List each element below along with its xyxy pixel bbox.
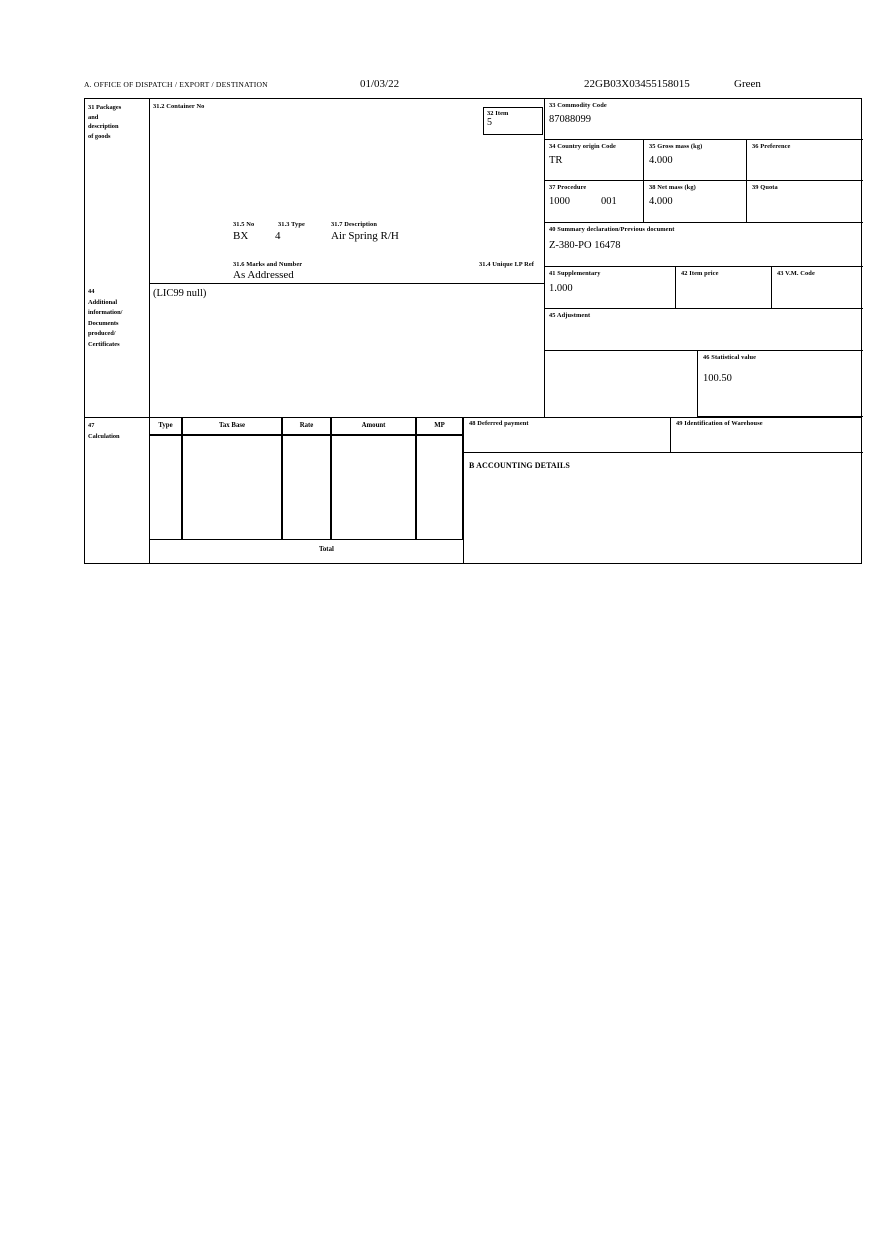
box-35-label: 35 Gross mass (kg) [649, 143, 703, 150]
box-44-label-line-4: Documents [88, 319, 119, 327]
header-lane-status: Green [734, 78, 761, 90]
box-47-label-line-1: 47 [88, 422, 95, 429]
box-37-value-1: 1000 [549, 196, 570, 207]
box-49-label: 49 Identification of Warehouse [676, 420, 763, 427]
box-44-label [85, 283, 149, 417]
box-38-label: 38 Net mass (kg) [649, 184, 696, 191]
box-41-value: 1.000 [549, 283, 573, 294]
box-34-country-origin-code [544, 140, 644, 181]
box-42-item-price [676, 267, 772, 309]
box-31-label-line-2: and [88, 113, 99, 121]
box-49-identification-of-warehouse [671, 417, 863, 453]
box-34-value: TR [549, 155, 563, 166]
box-47-col-amount-label: Amount [361, 422, 386, 429]
box-44-label-line-1: 44 [88, 288, 95, 295]
header-declaration-reference: 22GB03X03455158015 [584, 78, 690, 90]
box-39-quota [747, 181, 863, 223]
box-38-net-mass [644, 181, 747, 223]
box-46-label: 46 Statistical value [703, 354, 757, 361]
box-44-label-line-5: produced/ [88, 330, 116, 337]
box-32-label: 32 Item [487, 110, 509, 117]
box-46-statistical-value [697, 351, 863, 417]
box-31-7-description-label: 31.7 Description [331, 221, 377, 228]
box-47-cell-taxbase[interactable] [182, 435, 282, 540]
box-31-3-type-value: 4 [275, 230, 281, 242]
box-31-label-line-1: 31 Packages [88, 104, 122, 111]
accounting-details-label: B ACCOUNTING DETAILS [469, 461, 570, 470]
box-37-label: 37 Procedure [549, 184, 587, 191]
box-41-supplementary [544, 267, 676, 309]
box-31-6-marks-value: As Addressed [233, 269, 294, 281]
box-47-cell-amount[interactable] [331, 435, 416, 540]
box-35-value: 4.000 [649, 155, 673, 166]
box-31-label-line-4: of goods [88, 132, 111, 140]
office-of-dispatch-title: A. OFFICE OF DISPATCH / EXPORT / DESTINATION [84, 80, 268, 89]
box-33-commodity-code [544, 99, 863, 140]
box-47-total-row [149, 540, 463, 563]
box-42-label: 42 Item price [681, 270, 719, 277]
box-48-deferred-payment [463, 417, 671, 453]
box-31-label-line-3: description [88, 123, 119, 130]
header-date: 01/03/22 [360, 78, 400, 90]
box-40-summary-declaration [544, 223, 863, 267]
box-45-label: 45 Adjustment [549, 312, 591, 319]
box-47-cell-rate[interactable] [282, 435, 331, 540]
box-32-value: 5 [487, 117, 492, 128]
box-37-procedure [544, 181, 644, 223]
box-40-label: 40 Summary declaration/Previous document [549, 226, 675, 233]
box-31-4-unique-ref-label: 31.4 Unique I.P Ref [479, 261, 534, 268]
box-47-col-amount-header [331, 417, 416, 435]
box-41-label: 41 Supplementary [549, 270, 601, 277]
declaration-form-frame [84, 98, 862, 564]
box-39-label: 39 Quota [752, 184, 778, 191]
box-32-item [483, 107, 543, 135]
box-46-dotted-separator [544, 351, 545, 417]
box-47-col-rate-header [282, 417, 331, 435]
box-36-preference [747, 140, 863, 181]
box-36-label: 36 Preference [752, 143, 791, 150]
box-47-col-mp-label: MP [434, 422, 445, 429]
box-44-value: (LIC99 null) [153, 288, 207, 299]
box-48-label: 48 Deferred payment [469, 420, 529, 427]
box-35-gross-mass [644, 140, 747, 181]
box-31-3-type-label: 31.3 Type [278, 221, 305, 228]
box-44-label-line-2: Additional [88, 298, 118, 306]
box-31-2-container-no-label: 31.2 Container No [153, 103, 205, 110]
box-47-col-taxbase-header [182, 417, 282, 435]
box-44-label-line-3: information/ [88, 309, 123, 316]
box-31-5-no-value: BX [233, 230, 249, 242]
box-44-label-line-6: Certificates [88, 340, 120, 348]
box-33-label: 33 Commodity Code [549, 102, 607, 109]
box-40-value: Z-380-PO 16478 [549, 240, 621, 251]
box-43-vm-code [772, 267, 863, 309]
box-47-col-mp-header [416, 417, 463, 435]
box-31-package-details [233, 221, 543, 247]
box-31-7-description-value: Air Spring R/H [331, 230, 399, 242]
box-31-label [85, 99, 149, 283]
box-47-col-taxbase-label: Tax Base [219, 422, 245, 429]
box-31-6-marks-label: 31.6 Marks and Number [233, 261, 303, 268]
box-47-label-line-2: Calculation [88, 432, 120, 440]
box-47-col-type-label: Type [158, 422, 173, 429]
box-47-total-label: Total [319, 546, 334, 553]
header-row [84, 78, 862, 94]
box-47-col-rate-label: Rate [299, 422, 314, 429]
box-44-additional-information [149, 283, 544, 417]
box-31-5-no-label: 31.5 No [233, 221, 255, 228]
box-47-label [85, 417, 149, 563]
box-46-value: 100.50 [703, 373, 732, 384]
box-33-value: 87088099 [549, 114, 591, 125]
box-45-adjustment [544, 309, 863, 351]
box-47-col-type-header [149, 417, 182, 435]
box-34-label: 34 Country origin Code [549, 143, 616, 150]
box-43-label: 43 V.M. Code [777, 270, 815, 277]
accounting-details-section [463, 453, 863, 563]
box-47-cell-mp[interactable] [416, 435, 463, 540]
box-47-cell-type[interactable] [149, 435, 182, 540]
box-38-value: 4.000 [649, 196, 673, 207]
box-37-value-2: 001 [601, 196, 617, 207]
